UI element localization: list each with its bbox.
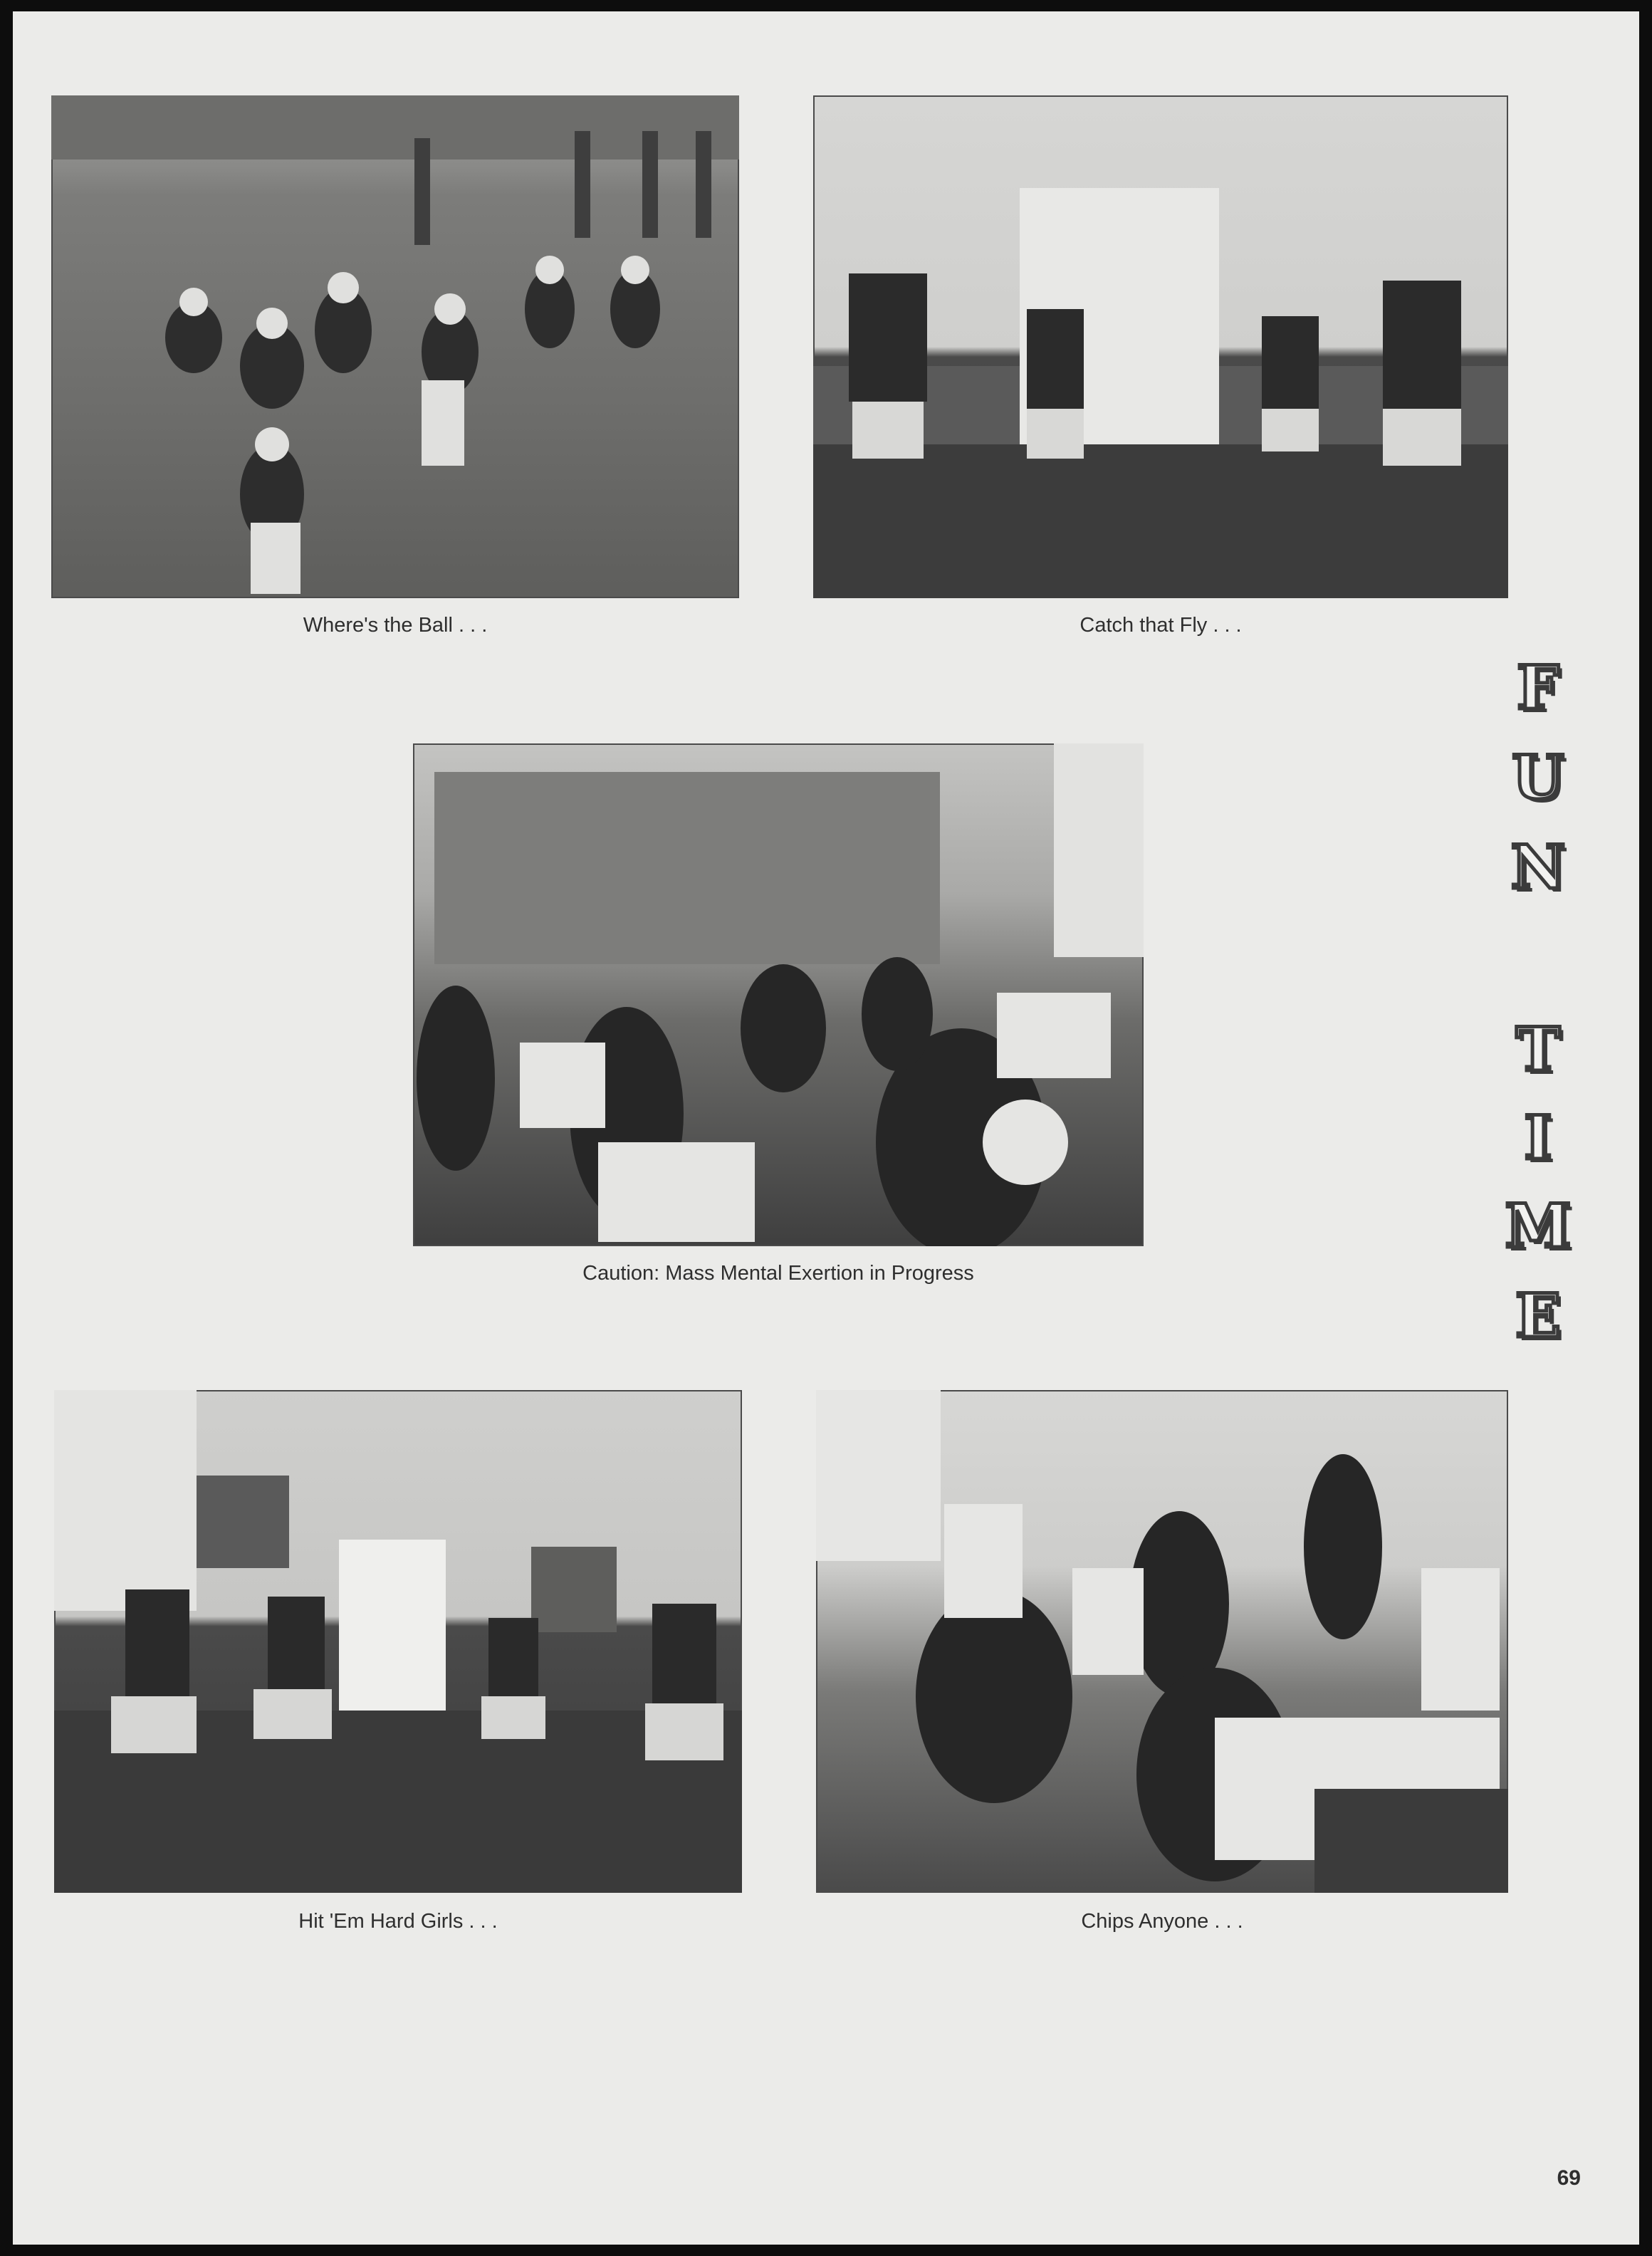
photo-classroom	[413, 743, 1144, 1246]
page-number: 69	[1557, 2166, 1581, 2190]
side-title-letter-t: T	[1515, 1014, 1561, 1085]
photo-students-chips	[816, 1390, 1508, 1893]
caption-classroom: Caution: Mass Mental Exertion in Progress	[582, 1262, 974, 1285]
side-title-letter-u: U	[1512, 742, 1564, 813]
side-title-letter-m: M	[1505, 1191, 1572, 1261]
side-title-letter-i: I	[1524, 1102, 1552, 1173]
caption-cheerleaders-gym: Catch that Fly . . .	[1079, 614, 1242, 637]
photo-cheerleaders-dancing	[54, 1390, 742, 1893]
side-title-letter-e: E	[1515, 1280, 1562, 1351]
side-title-letter-n: N	[1510, 832, 1566, 902]
side-title-letter-f: F	[1517, 652, 1559, 723]
photo-cheerleaders-gym	[813, 95, 1508, 598]
photo-football	[51, 95, 739, 598]
yearbook-page	[13, 11, 1639, 2245]
caption-cheerleaders-dancing: Hit 'Em Hard Girls . . .	[298, 1910, 498, 1933]
caption-football: Where's the Ball . . .	[303, 614, 488, 637]
caption-students-chips: Chips Anyone . . .	[1081, 1910, 1243, 1933]
